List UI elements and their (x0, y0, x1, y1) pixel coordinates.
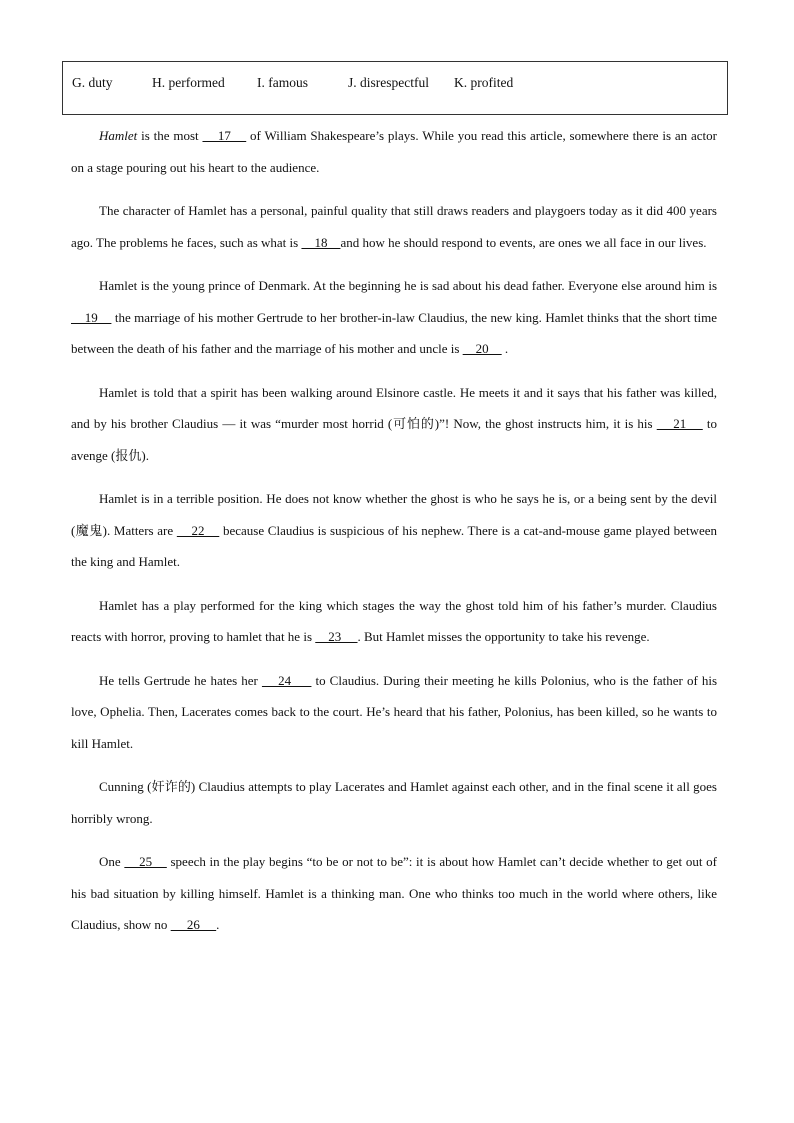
blank-23[interactable]: 23 (315, 629, 358, 644)
word-bank-option-g: G. duty (72, 75, 113, 90)
blank-21[interactable]: 21 (656, 416, 703, 431)
paragraph-9: One 25 speech in the play begins “to be or not to be”: it is about how Hamlet can’t decide whether to get out of his bad situation by killing himself. Hamlet is a thinking man. One who thinks too much in the world where others, like Claudius, show no 26 . (71, 854, 717, 932)
word-bank-option-j: J. disrespectful (348, 75, 429, 90)
paragraph-7: He tells Gertrude he hates her 24 to Claudius. During their meeting he kills Polonius, who is the father of his love, Ophelia. Then, Lacerates comes back to the court. He’s heard that his father, Polonius, has been killed, so he wants to kill Hamlet. (71, 672, 717, 751)
play-title: Hamlet (99, 128, 138, 143)
blank-18[interactable]: 18 (301, 234, 341, 250)
blank-20[interactable]: 20 (462, 341, 502, 356)
paragraph-2: The character of Hamlet has a personal, painful quality that still draws readers and playgoers today as it did 400 years ago. The problems he faces, such as what is 18 and how he should respond to events, are ones we all face in our lives. (71, 203, 717, 250)
blank-19[interactable]: 19 (71, 309, 112, 325)
word-bank-option-k: K. profited (454, 75, 514, 90)
word-bank-option-i: I. famous (257, 75, 308, 90)
blank-24[interactable]: 24 (261, 672, 312, 688)
paragraph-4: Hamlet is told that a spirit has been walking around Elsinore castle. He meets it and it says that his father was killed, and by his brother Claudius — it was “murder most horrid (可怕的)”! Now, the ghost instructs him, it is his 21 to avenge (报仇). (71, 384, 718, 463)
passage (71, 120, 717, 953)
blank-26[interactable]: 26 (170, 917, 217, 932)
paragraph-1: Hamlet is the most 17 of William Shakespeare’s plays. While you read this article, somewhere there is an actor on a stage pouring out his heart to the audience. (71, 128, 717, 175)
paragraph-8: Cunning (奸诈的) Claudius attempts to play Lacerates and Hamlet against each other, and in the final scene it all goes horribly wrong. (71, 779, 717, 826)
blank-17[interactable]: 17 (202, 128, 247, 143)
paragraph-5: Hamlet is in a terrible position. He does not know whether the ghost is who he says he is, or a being sent by the devil (魔鬼). Matters are 22 because Claudius is suspicious of his nephew. There is a cat-and-mouse game played between the king and Hamlet. (71, 491, 717, 569)
blank-22[interactable]: 22 (176, 522, 220, 538)
blank-25[interactable]: 25 (124, 854, 167, 869)
word-bank-box (62, 61, 728, 115)
paragraph-3: Hamlet is the young prince of Denmark. At the beginning he is sad about his dead father. Everyone else around him is 19 the marriage of his mother Gertrude to her brother-in-law Claudius, the new king. Hamlet thinks that the short time between the death of his father and the marriage of his mother and uncle is 20 . (71, 278, 718, 356)
word-bank-option-h: H. performed (152, 75, 225, 90)
paragraph-6: Hamlet has a play performed for the king which stages the way the ghost told him of his father’s murder. Claudius reacts with horror, proving to hamlet that he is 23 . But Hamlet misses the opportunity to take his revenge. (71, 597, 717, 644)
